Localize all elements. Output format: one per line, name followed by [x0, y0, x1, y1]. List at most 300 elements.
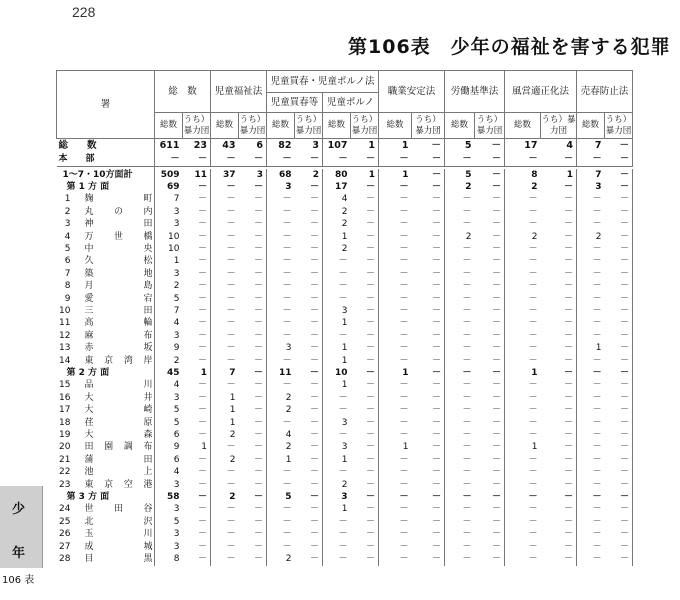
cell-value: 3	[173, 206, 180, 217]
cell-value: －	[592, 516, 602, 527]
row-label	[57, 317, 155, 329]
cell-value: －	[412, 392, 445, 404]
table-row	[57, 181, 633, 193]
cell-value: －	[239, 528, 267, 540]
cell-value: 5	[173, 516, 180, 527]
station-name: 愛 宕	[84, 293, 153, 304]
cell-value: －	[462, 154, 472, 164]
cell-value: －	[295, 243, 323, 255]
station-name: 田 園 調 布	[84, 442, 153, 453]
cell-value: －	[351, 243, 379, 255]
cell-value: 3	[295, 139, 323, 154]
summary-label: 総 数	[58, 140, 97, 151]
cell-value: 1	[531, 368, 538, 378]
cell-value: －	[399, 305, 409, 316]
cell-value: 1	[341, 343, 348, 354]
cell-value: 4	[341, 194, 348, 205]
cell-value: －	[239, 355, 267, 367]
row-label	[57, 268, 155, 280]
cell-value: －	[226, 206, 236, 217]
cell-value: －	[605, 206, 633, 218]
cell-value: －	[239, 231, 267, 243]
cell-value: －	[528, 268, 538, 279]
row-label	[57, 255, 155, 267]
station-number: 20	[59, 442, 71, 453]
cell-value: －	[541, 379, 577, 391]
row-label	[57, 379, 155, 391]
cell-value: －	[475, 153, 505, 167]
station-number: 15	[59, 380, 71, 391]
cell-value: 1	[351, 139, 379, 154]
cell-value: －	[412, 280, 445, 292]
cell-value: －	[226, 219, 236, 230]
station-number: 19	[59, 430, 71, 441]
header-station: 署	[57, 71, 155, 139]
station-name: 万 世 橋	[84, 231, 153, 242]
cell-value: －	[462, 392, 472, 403]
table-row	[57, 231, 633, 243]
station-name: 大 崎	[84, 405, 153, 416]
cell-value: 8	[531, 169, 538, 180]
cell-value: －	[239, 218, 267, 230]
cell-value: 23	[183, 139, 211, 154]
cell-value: 45	[166, 368, 180, 378]
cell-value: －	[475, 404, 505, 416]
cell-value: －	[295, 392, 323, 404]
row-label	[57, 392, 155, 404]
cell-value: －	[605, 367, 633, 379]
cell-value: －	[528, 479, 538, 490]
cell-value: －	[183, 417, 211, 429]
cell-value: －	[528, 504, 538, 515]
cell-value: －	[462, 442, 472, 453]
cell-value: －	[399, 405, 409, 416]
cell-value: －	[462, 405, 472, 416]
cell-value: －	[412, 193, 445, 205]
cell-value: －	[295, 355, 323, 367]
cell-value: －	[462, 504, 472, 515]
cell-value: －	[605, 429, 633, 441]
cell-value: －	[183, 516, 211, 528]
cell-value: －	[226, 516, 236, 527]
cell-value: －	[295, 231, 323, 243]
table-row	[57, 139, 633, 154]
cell-value: －	[605, 516, 633, 528]
cell-value: －	[338, 554, 348, 565]
cell-value: －	[282, 330, 292, 341]
cell-value: －	[295, 193, 323, 205]
cell-value: －	[605, 181, 633, 193]
cell-value: －	[226, 343, 236, 354]
side-tab-char-2: 年	[12, 546, 26, 561]
cell-value: －	[592, 392, 602, 403]
cell-value: －	[528, 343, 538, 354]
cell-value: －	[541, 541, 577, 553]
cell-value: 107	[327, 140, 348, 151]
station-number: 26	[59, 529, 71, 540]
cell-value: －	[399, 181, 409, 192]
table-row	[57, 553, 633, 565]
station-name: 玉 川	[84, 529, 153, 540]
cell-value: －	[183, 317, 211, 329]
cell-value: －	[338, 281, 348, 292]
cell-value: －	[183, 342, 211, 354]
cell-value: －	[183, 231, 211, 243]
subheader-total: 総数	[577, 113, 605, 139]
cell-value: －	[592, 305, 602, 316]
cell-value: －	[226, 380, 236, 391]
cell-value: －	[282, 541, 292, 552]
cell-value: 10	[168, 243, 180, 254]
cell-value: －	[541, 392, 577, 404]
cell-value: －	[295, 479, 323, 491]
cell-value: －	[295, 441, 323, 453]
cell-value: －	[183, 503, 211, 515]
cell-value: －	[541, 206, 577, 218]
cell-value: －	[462, 293, 472, 304]
cell-value: 2	[229, 492, 236, 503]
cell-value: －	[528, 405, 538, 416]
cell-value: －	[412, 441, 445, 453]
row-label	[57, 541, 155, 553]
cell-value: －	[592, 479, 602, 490]
station-number: 6	[64, 256, 71, 267]
cell-value: －	[475, 541, 505, 553]
cell-value: 68	[278, 169, 292, 180]
row-label	[57, 181, 155, 193]
station-name: 久 松	[84, 256, 153, 267]
subheader-total: 総数	[211, 113, 239, 139]
cell-value: －	[412, 417, 445, 429]
cell-value: －	[475, 454, 505, 466]
cell-value: －	[282, 318, 292, 329]
cell-value: －	[183, 553, 211, 565]
cell-value: －	[412, 206, 445, 218]
row-label	[57, 169, 155, 181]
cell-value: －	[226, 194, 236, 205]
cell-value: 3	[173, 219, 180, 230]
cell-value: －	[592, 206, 602, 217]
cell-value: －	[183, 268, 211, 280]
cell-value: －	[528, 256, 538, 267]
cell-value: 9	[173, 343, 180, 354]
cell-value: 7	[595, 169, 602, 180]
cell-value: －	[528, 467, 538, 478]
header-porno: 児童ポルノ	[323, 93, 379, 113]
cell-value: －	[295, 153, 323, 167]
cell-value: 2	[531, 181, 538, 192]
cell-value: －	[605, 379, 633, 391]
table-row	[57, 342, 633, 354]
station-name: 世 田 谷	[84, 504, 153, 515]
cell-value: －	[462, 318, 472, 329]
cell-value: －	[592, 256, 602, 267]
cell-value: 3	[341, 492, 348, 503]
cell-value: 2	[229, 430, 236, 441]
table-row	[57, 454, 633, 466]
cell-value: －	[541, 553, 577, 565]
table-row	[57, 268, 633, 280]
cell-value: 3	[285, 181, 292, 192]
cell-value: －	[282, 281, 292, 292]
cell-value: －	[541, 218, 577, 230]
cell-value: －	[399, 293, 409, 304]
subheader-total: 総数	[445, 113, 475, 139]
summary-label: 本 部	[58, 154, 95, 164]
cell-value: －	[412, 528, 445, 540]
cell-value: －	[541, 454, 577, 466]
cell-value: －	[462, 368, 472, 378]
cell-value: －	[528, 541, 538, 552]
cell-value: －	[541, 491, 577, 503]
station-number: 14	[59, 355, 71, 366]
cell-value: 17	[334, 181, 348, 192]
cell-value: －	[338, 154, 348, 164]
cell-value: －	[282, 417, 292, 428]
cell-value: －	[528, 516, 538, 527]
cell-value: 1	[183, 367, 211, 379]
header-total: 総 数	[155, 71, 211, 113]
cell-value: －	[183, 181, 211, 193]
cell-value: －	[528, 219, 538, 230]
page-number: 228	[72, 4, 96, 20]
cell-value: －	[183, 206, 211, 218]
row-label	[57, 367, 155, 379]
cell-value: －	[412, 255, 445, 267]
cell-value: －	[351, 466, 379, 478]
cell-value: －	[475, 528, 505, 540]
cell-value: －	[295, 305, 323, 317]
header-prostitution-porno: 児童買春・児童ポルノ法	[267, 71, 379, 93]
cell-value: 1	[595, 343, 602, 354]
cell-value: －	[475, 342, 505, 354]
cell-value: －	[226, 479, 236, 490]
cell-value: －	[338, 430, 348, 441]
cell-value: －	[605, 153, 633, 167]
cell-value: －	[412, 268, 445, 280]
cell-value: －	[338, 541, 348, 552]
cell-value: －	[226, 268, 236, 279]
table-row	[57, 305, 633, 317]
cell-value: －	[295, 379, 323, 391]
station-name: 大 森	[84, 430, 153, 441]
cell-value: －	[605, 541, 633, 553]
cell-value: －	[282, 231, 292, 242]
cell-value: －	[475, 305, 505, 317]
row-label	[57, 429, 155, 441]
row-label	[57, 454, 155, 466]
table-row	[57, 417, 633, 429]
header-employment: 職業安定法	[379, 71, 445, 113]
cell-value: －	[282, 467, 292, 478]
cell-value: －	[351, 367, 379, 379]
table-row	[57, 503, 633, 515]
cell-value: －	[412, 454, 445, 466]
table-row	[57, 367, 633, 379]
cell-value: －	[226, 243, 236, 254]
cell-value: 1	[285, 454, 292, 465]
cell-value: －	[541, 367, 577, 379]
station-name: 蒲 田	[84, 454, 153, 465]
cell-value: 2	[295, 169, 323, 181]
cell-value: －	[351, 206, 379, 218]
station-name: 丸 の 内	[84, 206, 153, 217]
subheader-total: 総数	[323, 113, 351, 139]
station-number: 24	[59, 504, 71, 515]
cell-value: －	[239, 466, 267, 478]
cell-value: －	[412, 466, 445, 478]
cell-value: －	[399, 479, 409, 490]
cell-value: 69	[166, 181, 180, 192]
cell-value: －	[282, 206, 292, 217]
cell-value: －	[605, 268, 633, 280]
cell-value: －	[295, 206, 323, 218]
cell-value: －	[605, 491, 633, 503]
subheader-gang: うち）暴力団	[475, 113, 505, 139]
cell-value: －	[399, 355, 409, 366]
cell-value: －	[541, 293, 577, 305]
cell-value: －	[592, 281, 602, 292]
cell-value: 1	[351, 169, 379, 181]
table-row	[57, 243, 633, 255]
station-name: 東 京 空 港	[84, 479, 153, 490]
cell-value: －	[412, 367, 445, 379]
station-name: 大 井	[84, 392, 153, 403]
cell-value: －	[399, 454, 409, 465]
cell-value: －	[475, 466, 505, 478]
cell-value: －	[528, 380, 538, 391]
row-label	[57, 206, 155, 218]
table-row	[57, 280, 633, 292]
cell-value: 2	[173, 355, 180, 366]
cell-value: 1	[341, 380, 348, 391]
row-label	[57, 330, 155, 342]
cell-value: －	[183, 305, 211, 317]
cell-value: 10	[168, 231, 180, 242]
side-tab[interactable]	[0, 486, 43, 568]
table-row	[57, 169, 633, 181]
cell-value: －	[541, 280, 577, 292]
cell-value: －	[282, 380, 292, 391]
cell-value: －	[605, 255, 633, 267]
cell-value: －	[462, 467, 472, 478]
cell-value: －	[183, 392, 211, 404]
cell-value: －	[239, 193, 267, 205]
cell-value: －	[475, 367, 505, 379]
cell-value: －	[462, 219, 472, 230]
cell-value: －	[592, 368, 602, 378]
table-row	[57, 355, 633, 367]
cell-value: －	[541, 528, 577, 540]
cell-value: －	[399, 231, 409, 242]
row-label	[57, 193, 155, 205]
cell-value: －	[399, 256, 409, 267]
cell-value: －	[528, 194, 538, 205]
table-row	[57, 255, 633, 267]
cell-value: －	[295, 342, 323, 354]
cell-value: －	[541, 243, 577, 255]
side-tab-label: 106 表	[2, 575, 35, 586]
cell-value: 1	[402, 442, 409, 453]
cell-value: －	[399, 467, 409, 478]
cell-value: －	[605, 479, 633, 491]
cell-value: －	[282, 529, 292, 540]
cell-value: －	[541, 181, 577, 193]
station-name: 麻 布	[84, 330, 153, 341]
cell-value: －	[605, 528, 633, 540]
cell-value: －	[592, 529, 602, 540]
cell-value: 5	[173, 405, 180, 416]
cell-value: 4	[285, 430, 292, 441]
cell-value: －	[475, 441, 505, 453]
row-label	[57, 491, 155, 503]
cell-value: －	[351, 553, 379, 565]
subheader-gang: うち）暴力団	[351, 113, 379, 139]
cell-value: 1	[341, 355, 348, 366]
cell-value: －	[592, 467, 602, 478]
subheader-gang: うち）暴力団	[541, 113, 577, 139]
subheader-total: 総数	[155, 113, 183, 139]
cell-value: －	[239, 153, 267, 167]
cell-value: －	[605, 193, 633, 205]
row-label	[57, 516, 155, 528]
cell-value: －	[541, 153, 577, 167]
cell-value: －	[351, 342, 379, 354]
cell-value: －	[528, 529, 538, 540]
cell-value: －	[226, 318, 236, 329]
cell-value: －	[351, 429, 379, 441]
header-child-welfare: 児童福祉法	[211, 71, 267, 113]
cell-value: －	[351, 181, 379, 193]
cell-value: －	[239, 280, 267, 292]
row-label	[57, 404, 155, 416]
cell-value: －	[399, 194, 409, 205]
cell-value: －	[351, 441, 379, 453]
cell-value: －	[412, 503, 445, 515]
station-number: 17	[59, 405, 71, 416]
cell-value: 2	[465, 231, 472, 242]
station-name: 神 田	[84, 219, 153, 230]
cell-value: －	[412, 181, 445, 193]
cell-value: －	[412, 429, 445, 441]
cell-value: －	[239, 404, 267, 416]
cell-value: －	[399, 417, 409, 428]
cell-value: －	[475, 417, 505, 429]
table-row	[57, 429, 633, 441]
cell-value: －	[226, 181, 236, 192]
cell-value: －	[351, 491, 379, 503]
cell-value: －	[295, 553, 323, 565]
cell-value: －	[541, 429, 577, 441]
cell-value: －	[605, 293, 633, 305]
summary-label: 1～7・10方面計	[62, 169, 133, 180]
cell-value: －	[338, 268, 348, 279]
cell-value: －	[475, 293, 505, 305]
header-labor: 労働基準法	[445, 71, 505, 113]
cell-value: 17	[524, 140, 538, 151]
station-name: 成 城	[84, 541, 153, 552]
station-name: 築 地	[84, 268, 153, 279]
station-name: 荏 原	[84, 417, 153, 428]
cell-value: －	[528, 243, 538, 254]
cell-value: －	[351, 404, 379, 416]
table-row	[57, 404, 633, 416]
cell-value: －	[295, 367, 323, 379]
cell-value: －	[475, 317, 505, 329]
cell-value: －	[475, 231, 505, 243]
cell-value: 3	[173, 504, 180, 515]
cell-value: －	[399, 281, 409, 292]
